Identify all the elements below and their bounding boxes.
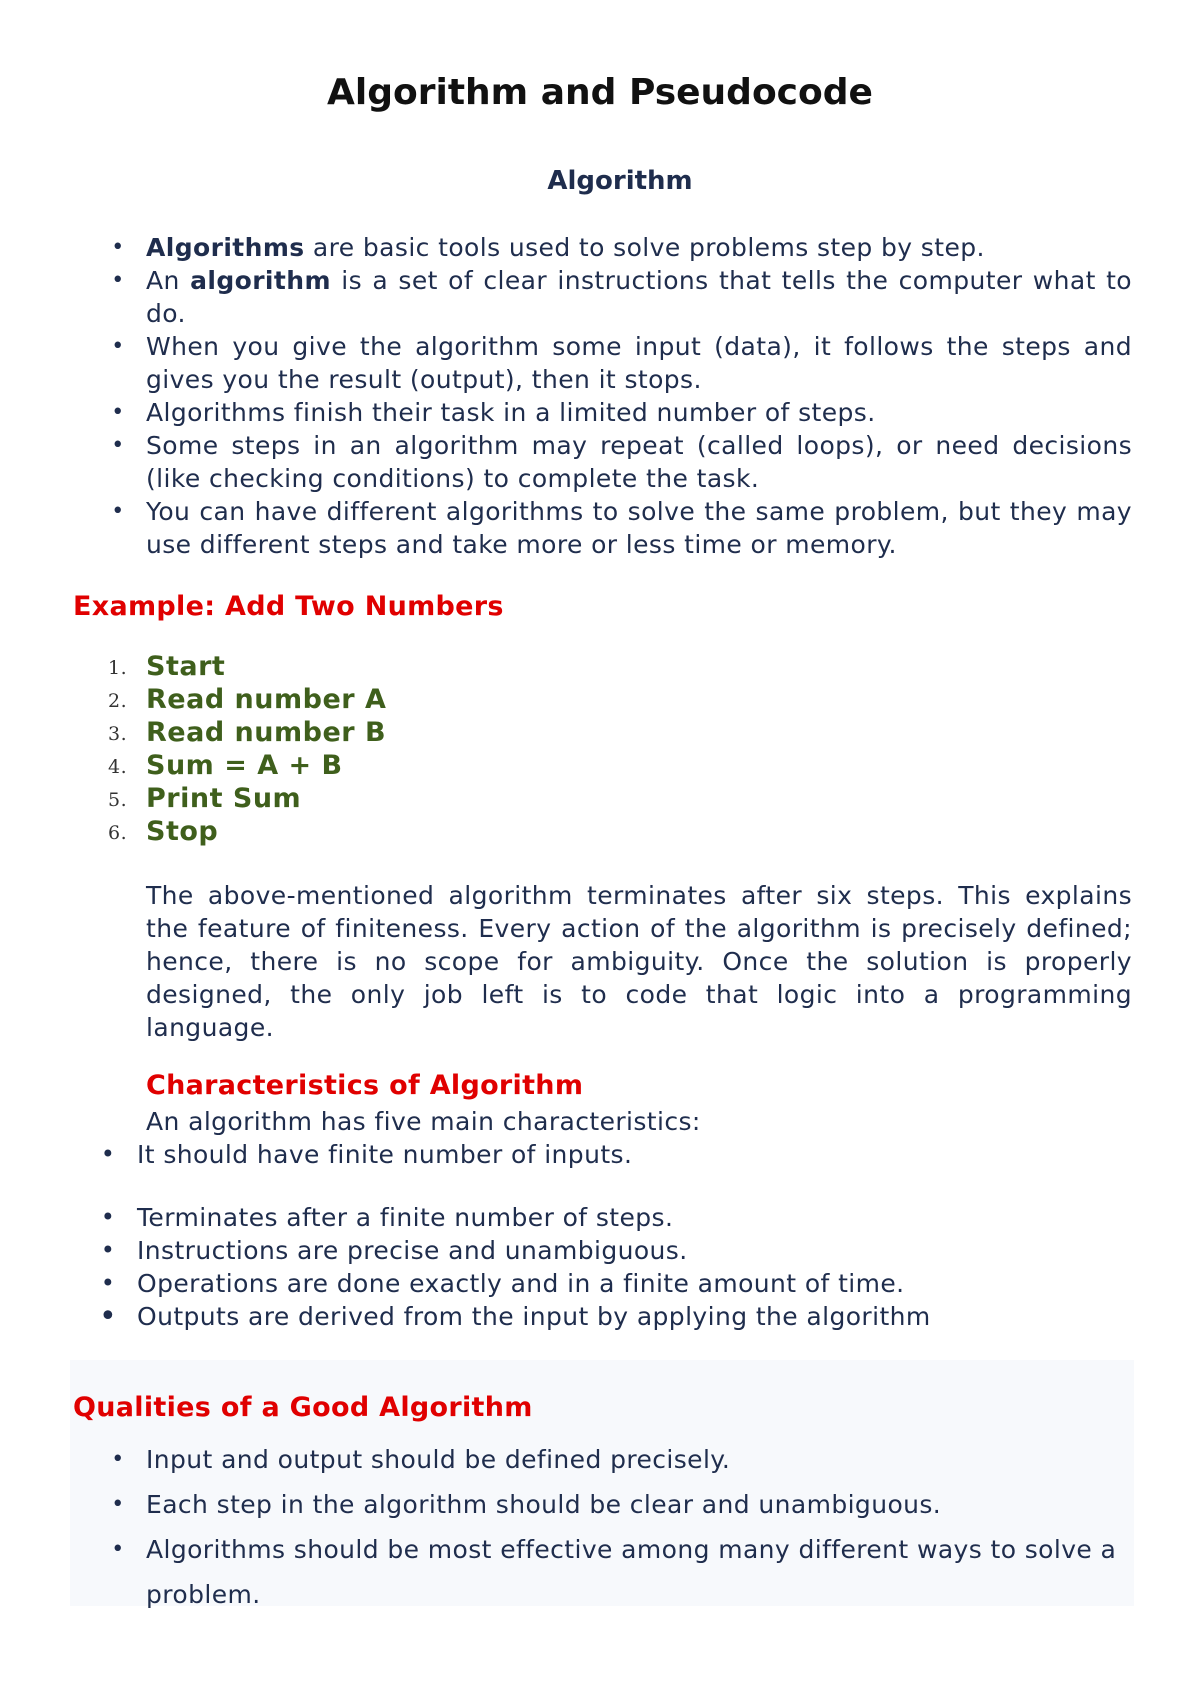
step-text: Read number B: [146, 717, 387, 748]
bullet-icon: •: [111, 433, 125, 458]
characteristics-heading: Characteristics of Algorithm: [146, 1070, 584, 1101]
bullet-icon: •: [111, 1537, 125, 1562]
list-item-text: is a set of clear instructions that tells the computer what to do.: [146, 266, 1133, 328]
step-number: 3.: [108, 723, 128, 745]
bullet-icon: •: [111, 499, 125, 524]
list-item: [111, 330, 1132, 396]
step-text: Sum = A + B: [146, 750, 343, 781]
example-steps-list: [108, 650, 387, 848]
list-item: [111, 264, 1133, 330]
bold-term: algorithm: [190, 266, 331, 295]
bullet-icon: •: [111, 235, 125, 260]
example-heading: Example: Add Two Numbers: [73, 591, 504, 622]
list-item: [111, 495, 1132, 561]
list-item: [98, 1299, 1137, 1334]
list-item-text: Operations are done exactly and in a finite amount of time.: [137, 1269, 905, 1298]
qualities-heading: Qualities of a Good Algorithm: [73, 1392, 533, 1423]
list-item-text: Algorithms finish their task in a limited number of steps.: [146, 398, 876, 427]
list-item: [108, 716, 387, 749]
list-item-text: Terminates after a finite number of steps.: [137, 1203, 674, 1232]
list-item: [108, 815, 386, 848]
list-item-text: Algorithms should be most effective among many different ways to solve a problem.: [146, 1535, 1117, 1609]
page-title: Algorithm and Pseudocode: [327, 72, 873, 113]
list-item: [108, 782, 386, 815]
bullet-icon: •: [100, 1203, 116, 1231]
list-item: [111, 1482, 1132, 1527]
step-number: 2.: [108, 690, 128, 712]
list-item-text: are basic tools used to solve problems step by step.: [304, 233, 985, 262]
characteristics-list-first: [100, 1138, 1137, 1171]
characteristics-list: [98, 1201, 1137, 1334]
bullet-icon: •: [111, 1492, 125, 1517]
step-text: Print Sum: [146, 783, 302, 814]
bullet-icon: •: [111, 334, 125, 359]
step-number: 5.: [108, 789, 128, 811]
list-item-text: You can have different algorithms to solve the same problem, but they may use different steps and take more or less time or memory.: [146, 497, 1132, 559]
bullet-icon: •: [111, 400, 125, 425]
list-item: [111, 1527, 1132, 1617]
step-number: 6.: [108, 822, 128, 844]
list-item-text: Outputs are derived from the input by applying the algorithm: [137, 1302, 931, 1331]
list-item-text: When you give the algorithm some input (data), it follows the steps and gives you the result (output), then it stops.: [146, 332, 1132, 394]
step-text: Read number A: [146, 684, 387, 715]
list-item: [108, 749, 386, 782]
characteristics-intro: An algorithm has five main characteristics:: [146, 1107, 701, 1136]
step-text: Stop: [146, 816, 219, 847]
list-item-prefix: An: [146, 266, 191, 295]
list-item: [111, 429, 1132, 495]
list-item: [111, 231, 1132, 264]
list-item: [111, 1437, 1132, 1482]
list-item: [100, 1267, 1137, 1300]
bullet-icon: •: [111, 268, 125, 293]
list-item-text: It should have finite number of inputs.: [137, 1140, 633, 1169]
step-text: Start: [146, 651, 226, 682]
list-item: [108, 683, 387, 716]
list-item-text: Input and output should be defined precisely.: [146, 1445, 731, 1474]
list-item: [108, 650, 386, 683]
bullet-icon: •: [100, 1236, 116, 1264]
bullet-icon: •: [98, 1299, 118, 1334]
bold-term: Algorithms: [146, 233, 305, 262]
step-number: 1.: [108, 657, 128, 679]
list-item: [111, 396, 1132, 429]
example-explanation-paragraph: The above-mentioned algorithm terminates after six steps. This explains the feature of finiteness. Every action of the algorithm is precisely defined; hence, there is no scope for ambiguity. Once the solution is properly designed, the only job left is to code that logic into a programming language.: [146, 881, 1132, 1042]
list-item-text: Some steps in an algorithm may repeat (called loops), or need decisions (like checking conditions) to complete the task.: [146, 431, 1132, 493]
list-item-text: Instructions are precise and unambiguous.: [137, 1236, 688, 1265]
list-item: [100, 1138, 1137, 1171]
list-item: [100, 1234, 1137, 1267]
intro-bullet-list: [111, 231, 1133, 561]
qualities-list: [111, 1437, 1132, 1617]
bullet-icon: •: [100, 1140, 116, 1168]
list-item: [100, 1201, 1137, 1234]
bullet-icon: •: [100, 1269, 116, 1297]
bullet-icon: •: [111, 1447, 125, 1472]
step-number: 4.: [108, 756, 128, 778]
section-title-algorithm: Algorithm: [547, 166, 693, 196]
list-item-text: Each step in the algorithm should be clear and unambiguous.: [146, 1490, 942, 1519]
